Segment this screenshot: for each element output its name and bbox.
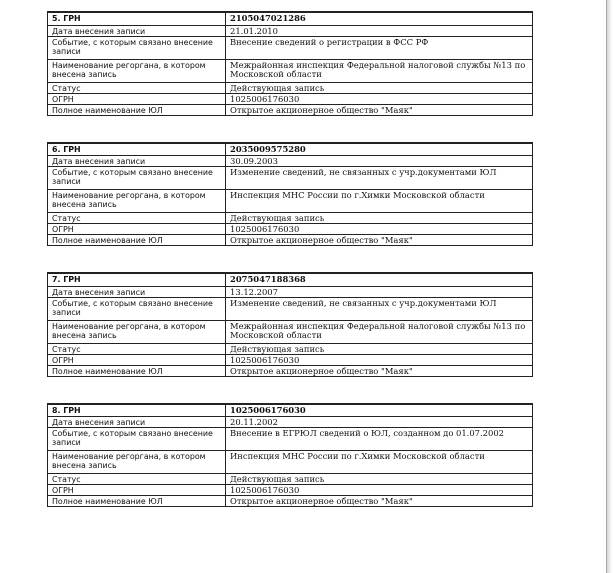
row-label: Полное наименование ЮЛ [48, 496, 226, 507]
record-table-7 [47, 272, 533, 377]
row-value: Межрайонная инспекция Федеральной налоговой службы №13 по Московской области [226, 59, 533, 82]
table-row [48, 104, 533, 115]
row-value: 20.11.2002 [226, 417, 533, 428]
row-label: Статус [48, 343, 226, 354]
grn-value: 1025006176030 [226, 404, 533, 417]
row-label: Событие, с которым связано внесение записи [48, 167, 226, 190]
table-row [48, 36, 533, 59]
row-label: Событие, с которым связано внесение записи [48, 36, 226, 59]
row-value: Открытое акционерное общество "Маяк" [226, 235, 533, 246]
row-value: Внесение сведений о регистрации в ФСС РФ [226, 36, 533, 59]
record-number-label: 8. ГРН [48, 404, 226, 417]
row-value: Изменение сведений, не связанных с учр.документами ЮЛ [226, 297, 533, 320]
table-row [48, 190, 533, 213]
row-value: Действующая запись [226, 343, 533, 354]
record-table-8 [47, 403, 533, 508]
row-value: 21.01.2010 [226, 25, 533, 36]
row-label: ОГРН [48, 224, 226, 235]
row-value: Открытое акционерное общество "Маяк" [226, 365, 533, 376]
record-table-6 [47, 142, 533, 247]
row-label: Статус [48, 82, 226, 93]
row-value: Открытое акционерное общество "Маяк" [226, 104, 533, 115]
table-row [48, 365, 533, 376]
table-row [48, 224, 533, 235]
table-row [48, 93, 533, 104]
row-label: Наименование регоргана, в котором внесена запись [48, 320, 226, 343]
row-label: Статус [48, 213, 226, 224]
row-value: Внесение в ЕГРЮЛ сведений о ЮЛ, созданном до 01.07.2002 [226, 428, 533, 451]
record-number-label: 7. ГРН [48, 273, 226, 286]
table-row [48, 235, 533, 246]
record-number-label: 5. ГРН [48, 12, 226, 25]
table-row [48, 156, 533, 167]
row-label: ОГРН [48, 485, 226, 496]
table-row [48, 474, 533, 485]
row-label: Наименование регоргана, в котором внесена запись [48, 190, 226, 213]
table-row [48, 343, 533, 354]
row-value: Открытое акционерное общество "Маяк" [226, 496, 533, 507]
page-edge-scrollbar [606, 0, 613, 573]
record-header [48, 143, 533, 156]
grn-value: 2075047188368 [226, 273, 533, 286]
table-row [48, 286, 533, 297]
row-label: ОГРН [48, 93, 226, 104]
row-label: Наименование регоргана, в котором внесена запись [48, 451, 226, 474]
table-row [48, 82, 533, 93]
table-row [48, 25, 533, 36]
row-value: 13.12.2007 [226, 286, 533, 297]
row-label: Полное наименование ЮЛ [48, 104, 226, 115]
row-value: 1025006176030 [226, 224, 533, 235]
row-value: 1025006176030 [226, 485, 533, 496]
grn-value: 2105047021286 [226, 12, 533, 25]
table-row [48, 213, 533, 224]
row-value: Изменение сведений, не связанных с учр.документами ЮЛ [226, 167, 533, 190]
table-row [48, 428, 533, 451]
row-value: 1025006176030 [226, 93, 533, 104]
row-label: Событие, с которым связано внесение записи [48, 428, 226, 451]
table-row [48, 354, 533, 365]
row-label: Событие, с которым связано внесение записи [48, 297, 226, 320]
row-value: Действующая запись [226, 82, 533, 93]
row-label: Дата внесения записи [48, 286, 226, 297]
row-label: Полное наименование ЮЛ [48, 235, 226, 246]
table-row [48, 59, 533, 82]
row-value: Межрайонная инспекция Федеральной налоговой службы №13 по Московской области [226, 320, 533, 343]
row-value: 30.09.2003 [226, 156, 533, 167]
table-row [48, 485, 533, 496]
record-table-5 [47, 11, 533, 116]
row-label: Статус [48, 474, 226, 485]
row-label: Дата внесения записи [48, 25, 226, 36]
record-header [48, 273, 533, 286]
row-label: ОГРН [48, 354, 226, 365]
row-label: Дата внесения записи [48, 417, 226, 428]
row-value: Действующая запись [226, 474, 533, 485]
table-row [48, 417, 533, 428]
record-header [48, 12, 533, 25]
record-list [47, 11, 532, 533]
record-number-label: 6. ГРН [48, 143, 226, 156]
table-row [48, 451, 533, 474]
row-label: Дата внесения записи [48, 156, 226, 167]
grn-value: 2035009575280 [226, 143, 533, 156]
row-label: Наименование регоргана, в котором внесена запись [48, 59, 226, 82]
table-row [48, 496, 533, 507]
table-row [48, 297, 533, 320]
row-value: Инспекция МНС России по г.Химки Московской области [226, 451, 533, 474]
table-row [48, 320, 533, 343]
record-header [48, 404, 533, 417]
row-value: Действующая запись [226, 213, 533, 224]
row-label: Полное наименование ЮЛ [48, 365, 226, 376]
row-value: 1025006176030 [226, 354, 533, 365]
row-value: Инспекция МНС России по г.Химки Московской области [226, 190, 533, 213]
table-row [48, 167, 533, 190]
